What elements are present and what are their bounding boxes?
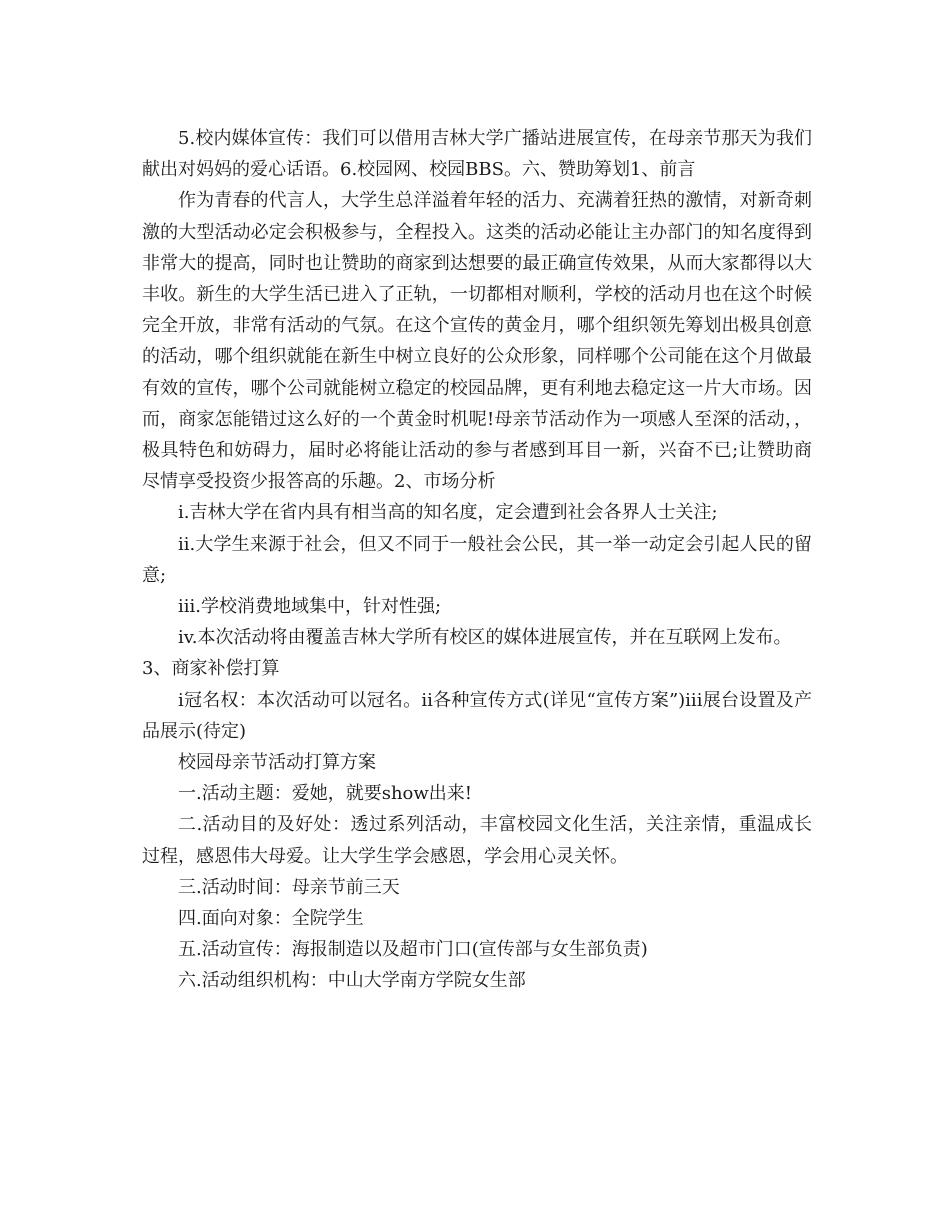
section-heading-compensation: 3、商家补偿打算 (142, 658, 280, 680)
paragraph-organizer: 六.活动组织机构：中山大学南方学院女生部 (178, 970, 526, 992)
paragraph-target-audience: 四.面向对象：全院学生 (178, 908, 364, 930)
paragraph-activity-purpose: 二.活动目的及好处：透过系列活动，丰富校园文化生活，关注亲情，重温成长过程，感恩伟大母爱。让大学生学会感恩，学会用心灵关怀。 (142, 814, 812, 867)
paragraph-market-point-3: iii.学校消费地域集中，针对性强; (178, 596, 442, 618)
paragraph-activity-time: 三.活动时间：母亲节前三天 (178, 876, 400, 898)
paragraph-activity-theme: 一.活动主题：爱她，就要show出来! (178, 783, 473, 805)
paragraph-market-point-2: ii.大学生来源于社会，但又不同于一般社会公民，其一举一动定会引起人民的留意; (142, 533, 812, 586)
paragraph-sponsorship-preface: 作为青春的代言人，大学生总洋溢着年轻的活力、充满着狂热的激情，对新奇刺激的大型活动必定会积极参与，全程投入。这类的活动必能让主办部门的知名度得到非常大的提高，同时也让赞助的商家到达想要的最正确宣传效果，从而大家都得以大丰收。新生的大学生活已进入了正轨，一切都相对顺利，学校的活动月也在这个时候完全开放，非常有活动的气氛。在这个宣传的黄金月，哪个组织领先筹划出极具创意的活动，哪个组织就能在新生中树立良好的公众形象，同样哪个公司能在这个月做最有效的宣传，哪个公司就能树立稳定的校园品牌，更有利地去稳定这一片大市场。因而，商家怎能错过这么好的一个黄金时机呢!母亲节活动作为一项感人至深的活动，，极具特色和妨碍力，届时必将能让活动的参与者感到耳目一新，兴奋不已;让赞助商尽情享受投资少报答高的乐趣。2、市场分析 (142, 190, 812, 493)
document-body (142, 123, 812, 997)
paragraph-campus-media: 5.校内媒体宣传：我们可以借用吉林大学广播站进展宣传，在母亲节那天为我们献出对妈妈的爱心话语。6.校园网、校园BBS。六、赞助筹划1、前言 (142, 128, 812, 181)
paragraph-compensation-items: i冠名权：本次活动可以冠名。ii各种宣传方式(详见“宣传方案”)iii展台设置及产品展示(待定) (142, 689, 812, 742)
paragraph-market-point-4: iv.本次活动将由覆盖吉林大学所有校区的媒体进展宣传，并在互联网上发布。 (178, 627, 792, 649)
document-title-plan: 校园母亲节活动打算方案 (178, 752, 376, 774)
paragraph-activity-promotion: 五.活动宣传：海报制造以及超市门口(宣传部与女生部负责) (178, 939, 648, 961)
paragraph-market-point-1: i.吉林大学在省内具有相当高的知名度，定会遭到社会各界人士关注; (178, 502, 718, 524)
